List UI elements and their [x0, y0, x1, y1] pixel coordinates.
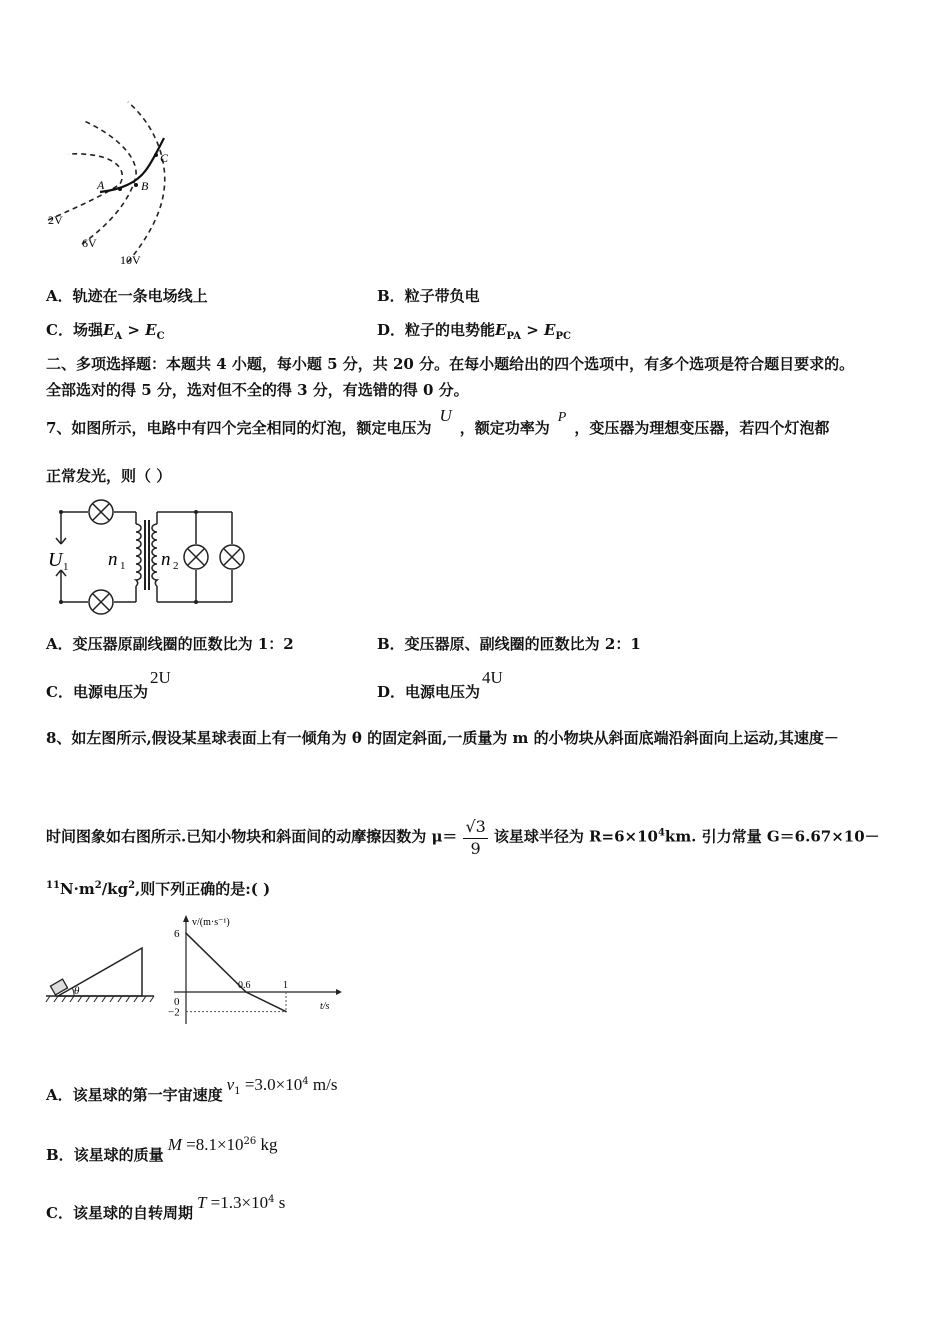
- q7-stem-line-1: 7、如图所示，电路中有四个完全相同的灯泡，额定电压为U，额定功率为P，变压器为理想变压器，若四个灯泡都: [46, 406, 830, 437]
- label-theta: θ: [74, 985, 80, 997]
- lamp-2: [89, 590, 113, 614]
- y-tick-neg2: −2: [168, 1006, 180, 1019]
- transformer-circuit: [44, 494, 254, 618]
- data-point-0: [185, 932, 187, 934]
- q8-option-c: C．该星球的自转周期$T =1.3\times 10^4$ s: [46, 1193, 286, 1222]
- y-tick-0: 0: [174, 996, 180, 1008]
- label-b: B: [141, 179, 149, 193]
- q8-option-b: B．该星球的质量$M =8.1\times 10^{26}$ kg: [46, 1135, 278, 1164]
- label-n1-sub: 1: [120, 560, 126, 572]
- equipotential-line-2v: [48, 154, 122, 220]
- label-n2-sub: 2: [173, 560, 179, 572]
- q7-option-a: A．变压器原副线圈的匝数比为 1：2: [46, 635, 294, 653]
- point-c: [154, 153, 158, 157]
- q6-option-b: B．粒子带负电: [377, 287, 480, 305]
- x-tick-0-6: 0.6: [238, 980, 251, 991]
- x-tick-1: 1: [283, 980, 288, 991]
- q6-option-d: D．粒子的电势能$E_{PA} > E_{PC}$: [377, 321, 571, 342]
- section-2-line-2: 全部选对的得 5 分，选对但不全的得 3 分，有选错的得 0 分。: [46, 381, 469, 399]
- q7-option-c: C．电源电压为2U: [46, 668, 171, 701]
- label-2v: 2V: [48, 213, 63, 227]
- velocity-time-graph: [166, 912, 344, 1030]
- q8-stem-line-2: 时间图象如右图所示.已知小物块和斜面间的动摩擦因数为 μ＝ $\frac{√3}{9}$ 该星球半径为 $R=6\times 10^4km$. 引力常量 G＝6.67×10－: [46, 817, 880, 858]
- data-point-2: [285, 1011, 287, 1013]
- equipotential-line-6v: [82, 120, 136, 244]
- label-n1: n: [108, 549, 118, 570]
- point-a: [118, 187, 122, 191]
- q7-option-d: D．电源电压为4U: [377, 668, 503, 701]
- label-u1: U: [48, 549, 63, 571]
- particle-trajectory: [100, 138, 164, 192]
- label-10v: 10V: [120, 253, 141, 267]
- label-u1-sub: 1: [63, 561, 69, 573]
- lamp-3: [184, 545, 208, 569]
- label-a: A: [97, 178, 105, 192]
- incline-figure: [44, 940, 156, 1008]
- q7-option-b: B．变压器原、副线圈的匝数比为 2：1: [377, 635, 641, 653]
- label-n2: n: [161, 549, 171, 570]
- label-c: C: [160, 151, 169, 165]
- section-2-line-1: 二、多项选择题：本题共 4 小题，每小题 5 分，共 20 分。在每小题给出的四个选项中，有多个选项是符合题目要求的。: [46, 355, 855, 373]
- q6-option-a: A．轨迹在一条电场线上: [46, 287, 208, 305]
- q6-option-c: C．场强$E_A > E_C$: [46, 321, 165, 342]
- point-b: [134, 183, 138, 187]
- y-tick-6: 6: [174, 928, 180, 941]
- series-line-velocity: [186, 933, 286, 1011]
- data-point-1: [245, 991, 247, 993]
- q8-option-a: A．该星球的第一宇宙速度$v_1 =3.0\times 10^4$ m/s: [46, 1075, 338, 1104]
- lamp-1: [89, 500, 113, 524]
- y-axis-label: v/(m·s⁻¹): [192, 917, 230, 928]
- q8-stem-line-3: $^{11}N\cdot m^2/kg^2$,则下列正确的是:( ): [46, 880, 271, 898]
- x-axis-label: t/s: [320, 1001, 330, 1012]
- label-6v: 6V: [82, 236, 97, 250]
- q7-stem-line-2: 正常发光，则（ ）: [46, 467, 172, 485]
- equipotential-figure: [40, 98, 190, 270]
- friction-fraction: $\frac{√3}{9}$: [465, 817, 486, 858]
- lamp-4: [220, 545, 244, 569]
- q8-stem-line-1: 8、如左图所示,假设某星球表面上有一倾角为 θ 的固定斜面,一质量为 m 的小物块从斜面底端沿斜面向上运动,其速度－: [46, 729, 839, 747]
